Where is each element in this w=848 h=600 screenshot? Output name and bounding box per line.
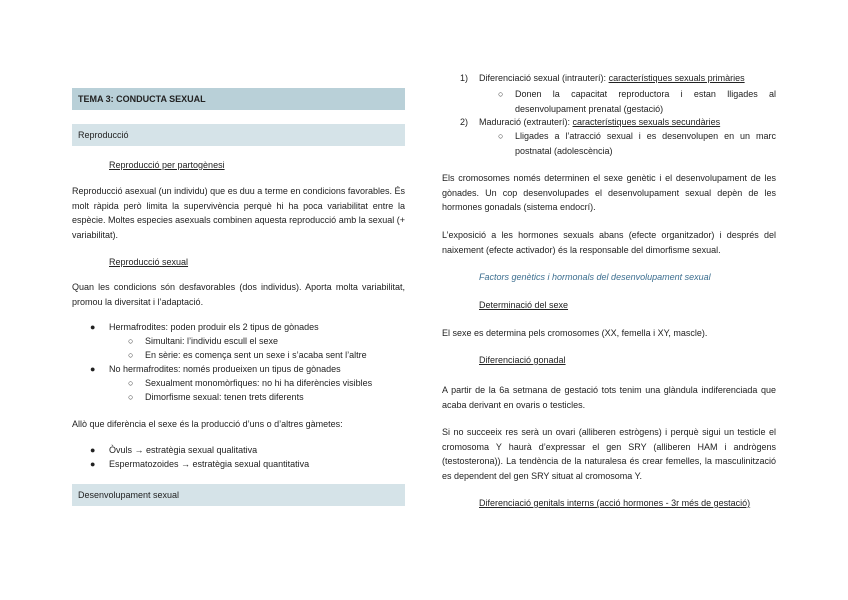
item-underlined: característiques sexuals secundàries: [572, 117, 721, 127]
bullet-icon: ●: [90, 445, 96, 455]
item-label: Diferenciació sexual (intrauterí):: [479, 73, 609, 83]
circle-bullet-icon: ○: [498, 131, 504, 141]
paragraph-setmana: A partir de la 6a setmana de gestació tots tenim una glàndula indiferenciada que acaba derivant en ovaris o testicles.: [442, 385, 776, 410]
item-text: [479, 71, 754, 86]
list-item-text: Espermatozoides → estratègia sexual quantitativa: [109, 459, 310, 469]
subheading-genitals: [479, 496, 776, 511]
item-underlined: característiques sexuals primàries: [608, 73, 745, 83]
numbered-item-2-sub: [442, 129, 776, 157]
sub-item-text: Lligades a l’atracció sexual i es desenvolupen en un marc postnatal (adolescència): [515, 131, 776, 156]
subheading-text: Reproducció sexual: [109, 257, 189, 267]
section-heading-desenvolupament: Desenvolupament sexual: [72, 484, 405, 506]
circle-bullet-icon: ○: [128, 392, 134, 402]
subheading-text: Diferenciació genitals interns (acció hormones - 3r més de gestació): [479, 498, 751, 508]
circle-bullet-icon: ○: [128, 378, 134, 388]
circle-bullet-icon: ○: [128, 350, 134, 360]
paragraph-asexual: Reproducció asexual (un individu) que es duu a terme en condicions favorables. És molt ràpida però limita la supervivència perquè hi ha poca variabilitat entre la espècie. Moltes especies asexuals combinen aquesta reproducció amb la sexual (+ variabilitat).: [72, 186, 405, 240]
paragraph-determinacio: El sexe es determina pels cromosomes (XX, femella i XY, mascle).: [442, 328, 708, 338]
numbered-item-1-sub: [442, 87, 776, 115]
paragraph-cromosomes: Els cromosomes només determinen el sexe genètic i el desenvolupament de les gònades. Un cop desenvolupades el desenvolupament sexual depèn de les hormones gonadals (sistema endocrí).: [442, 173, 776, 212]
section-heading-reproduccio: Reproducció: [72, 124, 405, 146]
subheading-sexual: [109, 255, 405, 270]
paragraph-hormones: L’exposició a les hormones sexuals abans (efecte organitzador) i després del naixement (efecte activador) és la responsable del dimorfisme sexual.: [442, 230, 776, 255]
subheading-gonadal: [479, 353, 776, 368]
list-item-text: Dimorfisme sexual: tenen trets diferents: [145, 392, 304, 402]
subheading-partogenesi: [109, 158, 405, 173]
paragraph-sry: Si no succeeix res serà un ovari (alliberen estrògens) i perquè sigui un testicle el cromosoma Y haurà d’expressar el gen SRY (alliberen HAM i andrògens (testosterona)). La tendència de la naturalesa és crear femelles, la masculinització es dependent del gen SRY situat al cromosoma Y.: [442, 427, 776, 481]
italic-heading: Factors genètics i hormonals del desenvolupament sexual: [479, 272, 711, 282]
item-text: [479, 115, 754, 130]
subheading-text: Reproducció per partogènesi: [109, 160, 225, 170]
subheading-text: Diferenciació gonadal: [479, 355, 566, 365]
list-item-text: No hermafrodites: només produeixen un tipus de gònades: [109, 364, 341, 374]
list-item-text: En sèrie: es comença sent un sexe i s’acaba sent l’altre: [145, 350, 367, 360]
list-gametes: [72, 443, 405, 473]
list-item-text: Sexualment monomòrfiques: no hi ha diferències visibles: [145, 378, 373, 388]
list-item-text: Simultani: l’individu escull el sexe: [145, 336, 279, 346]
subheading-text: Determinació del sexe: [479, 300, 569, 310]
sub-item-text: Donen la capacitat reproductora i estan lligades al desenvolupament prenatal (gestació): [515, 89, 776, 114]
item-number: 2): [460, 117, 469, 127]
subheading-determinacio: [479, 298, 776, 313]
paragraph-sexual: Quan les condicions són desfavorables (dos individus). Aporta molta variabilitat, promou la diversitat i l’adaptació.: [72, 282, 405, 307]
item-number: 1): [460, 73, 469, 83]
list-item-text: Hermafrodites: poden produir els 2 tipus de gònades: [109, 322, 319, 332]
item-label: Maduració (extrauterí):: [479, 117, 573, 127]
bullet-icon: ●: [90, 459, 96, 469]
topic-title: TEMA 3: CONDUCTA SEXUAL: [72, 88, 405, 110]
paragraph-gametes: Allò que diferència el sexe és la producció d’uns o d’altres gàmetes:: [72, 419, 343, 429]
bullet-icon: ●: [90, 322, 96, 332]
circle-bullet-icon: ○: [498, 89, 504, 99]
bullet-icon: ●: [90, 364, 96, 374]
circle-bullet-icon: ○: [128, 336, 134, 346]
list-item-text: Òvuls → estratègia sexual qualitativa: [109, 445, 258, 455]
list-hermafrodites: [72, 320, 405, 410]
